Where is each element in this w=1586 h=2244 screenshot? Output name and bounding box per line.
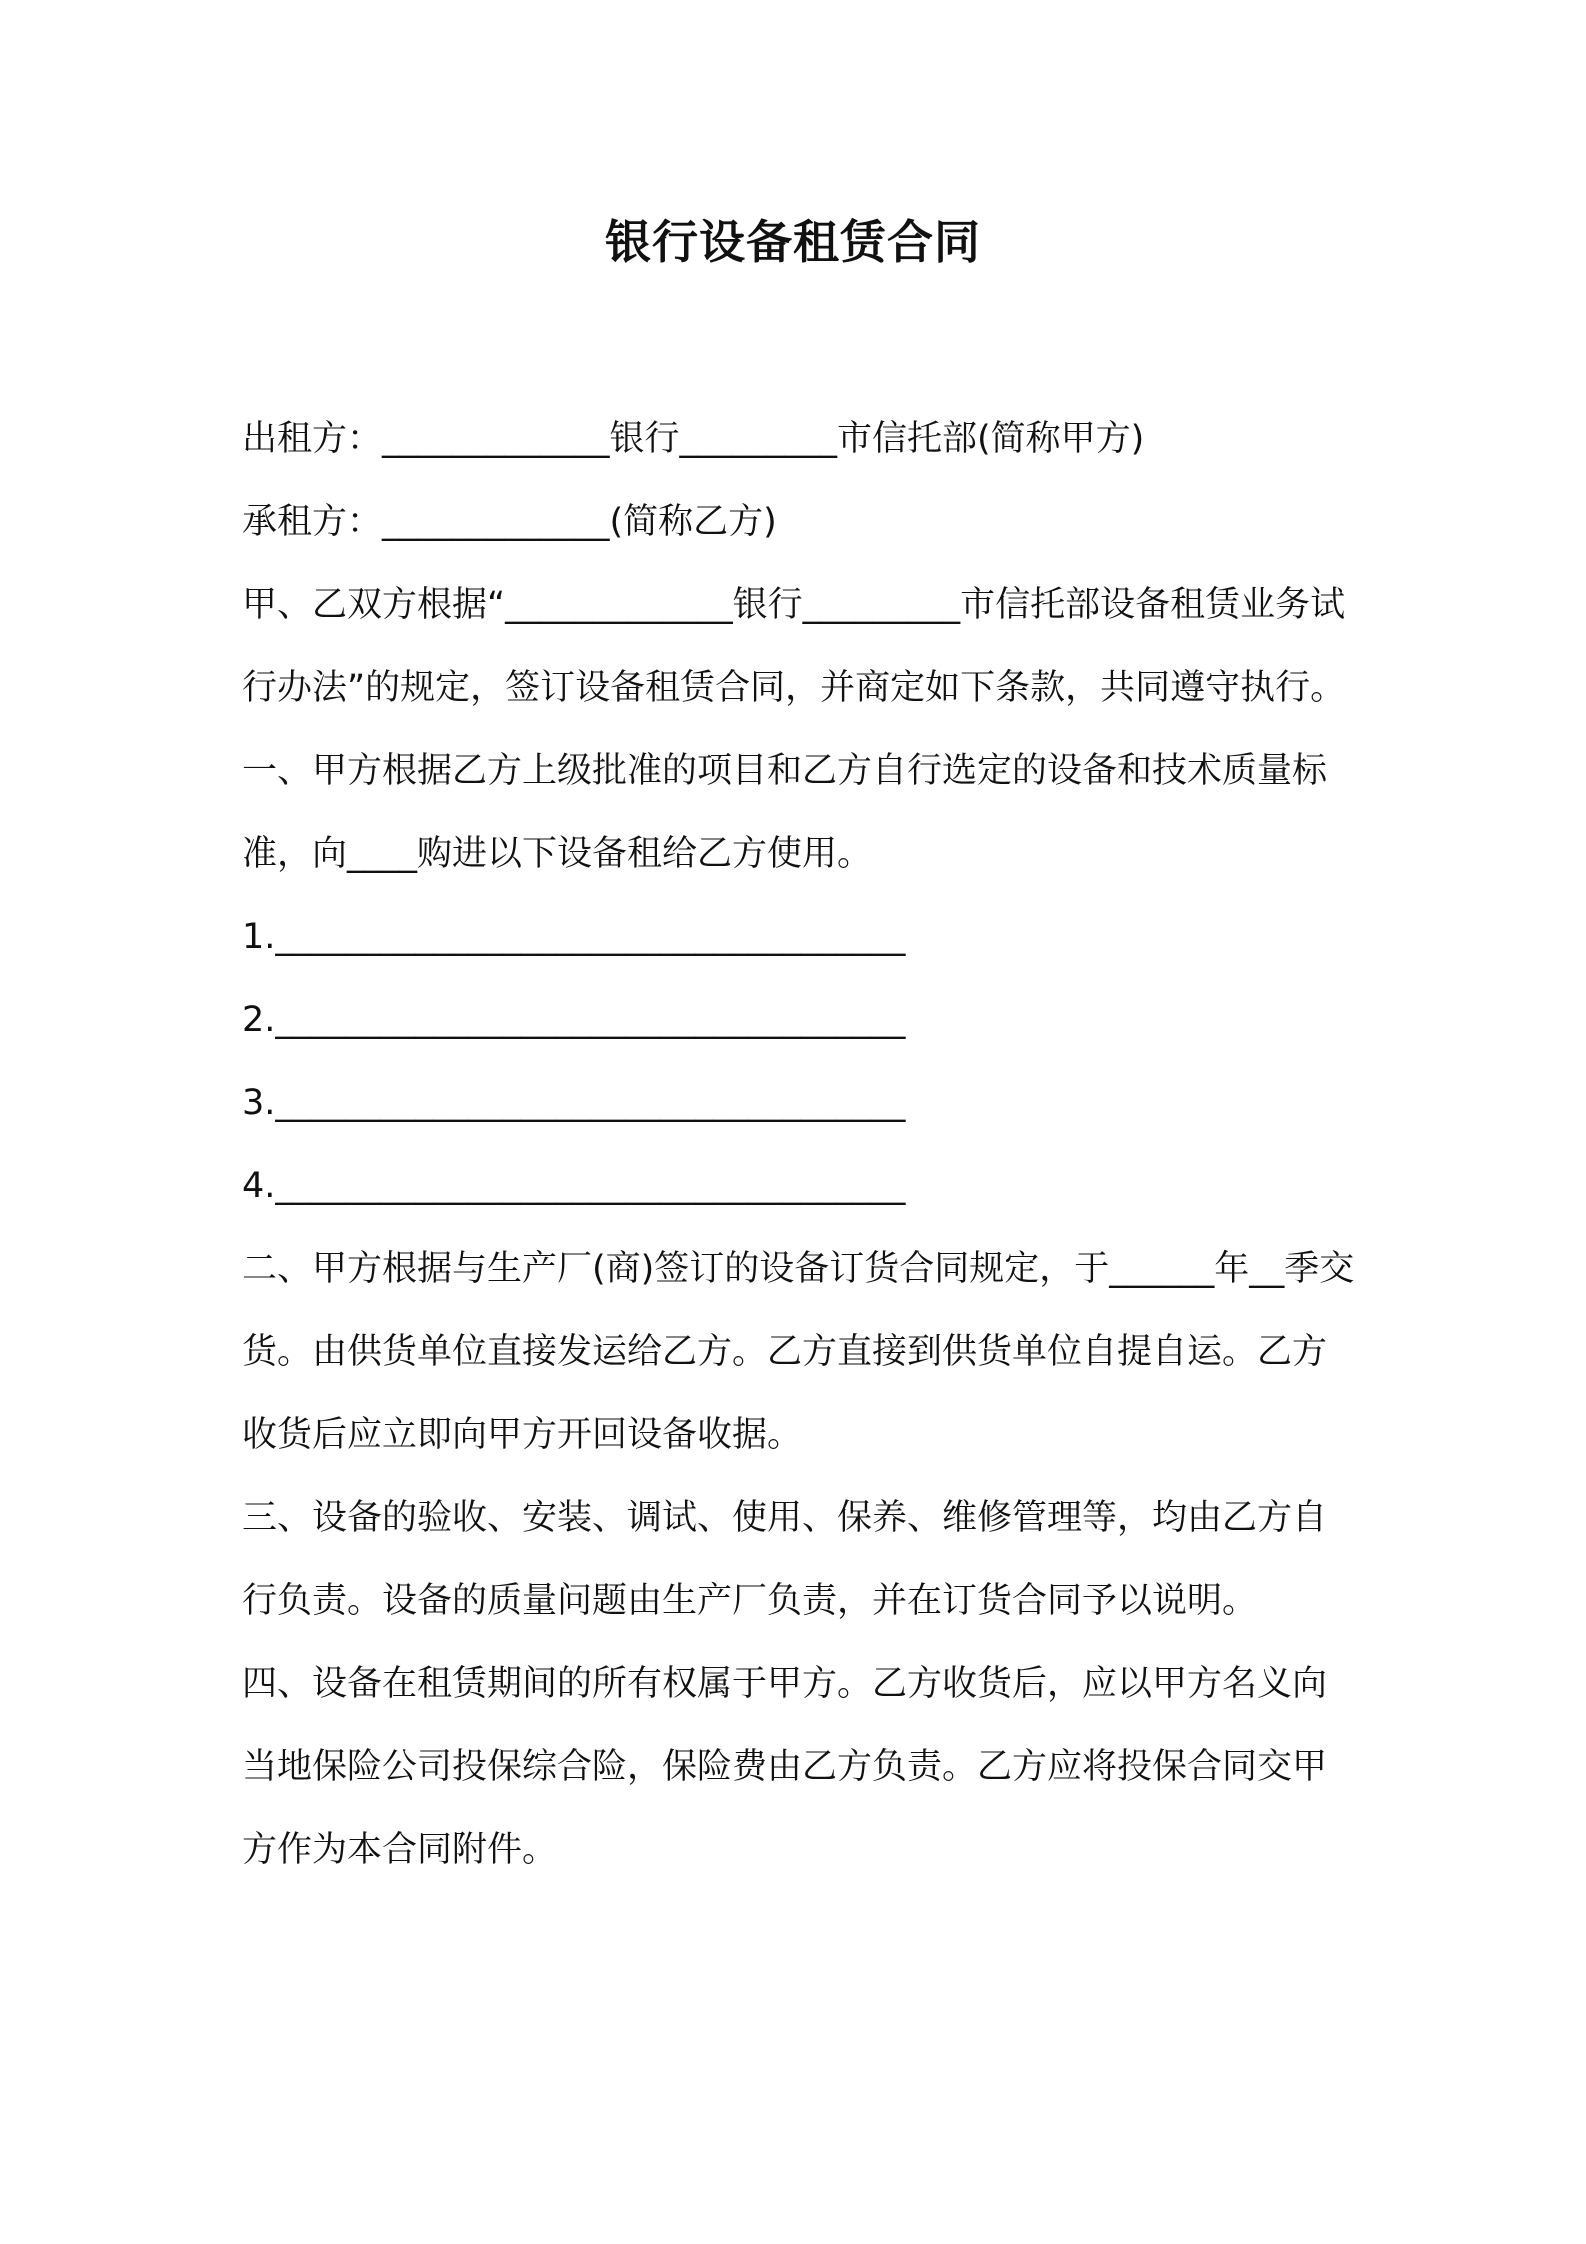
clause-3-paragraph: 三、设备的验收、安装、调试、使用、保养、维修管理等，均由乙方自行负责。设备的质量问题由生产厂负责，并在订货合同予以说明。 xyxy=(242,1498,1328,1621)
clause-1-paragraph: 一、甲方根据乙方上级批准的项目和乙方自行选定的设备和技术质量标准，向____购进以下设备租给乙方使用。 xyxy=(242,751,1328,874)
preamble-paragraph: 甲、乙双方根据“_____________银行_________市信托部设备租赁业务试行办法”的规定，签订设备租赁合同，并商定如下条款，共同遵守执行。 xyxy=(242,585,1346,708)
lessee-line: 承租方：_____________(简称乙方) xyxy=(242,502,777,542)
lessor-line: 出租方：_____________银行_________市信托部(简称甲方) xyxy=(242,419,1145,459)
equipment-item-1: 1.____________________________________ xyxy=(242,917,906,957)
equipment-item-2: 2.____________________________________ xyxy=(242,1000,906,1040)
clause-2-paragraph: 二、甲方根据与生产厂(商)签订的设备订货合同规定，于______年__季交货。由供货单位直接发运给乙方。乙方直接到供货单位自提自运。乙方收货后应立即向甲方开回设备收据。 xyxy=(242,1249,1355,1455)
document-body xyxy=(242,398,1360,1892)
clause-4-paragraph: 四、设备在租赁期间的所有权属于甲方。乙方收货后，应以甲方名义向当地保险公司投保综合险，保险费由乙方负责。乙方应将投保合同交甲方作为本合同附件。 xyxy=(242,1664,1328,1870)
equipment-item-4: 4.____________________________________ xyxy=(242,1166,906,1206)
document-title: 银行设备租赁合同 xyxy=(605,215,981,269)
equipment-item-3: 3.____________________________________ xyxy=(242,1083,906,1123)
